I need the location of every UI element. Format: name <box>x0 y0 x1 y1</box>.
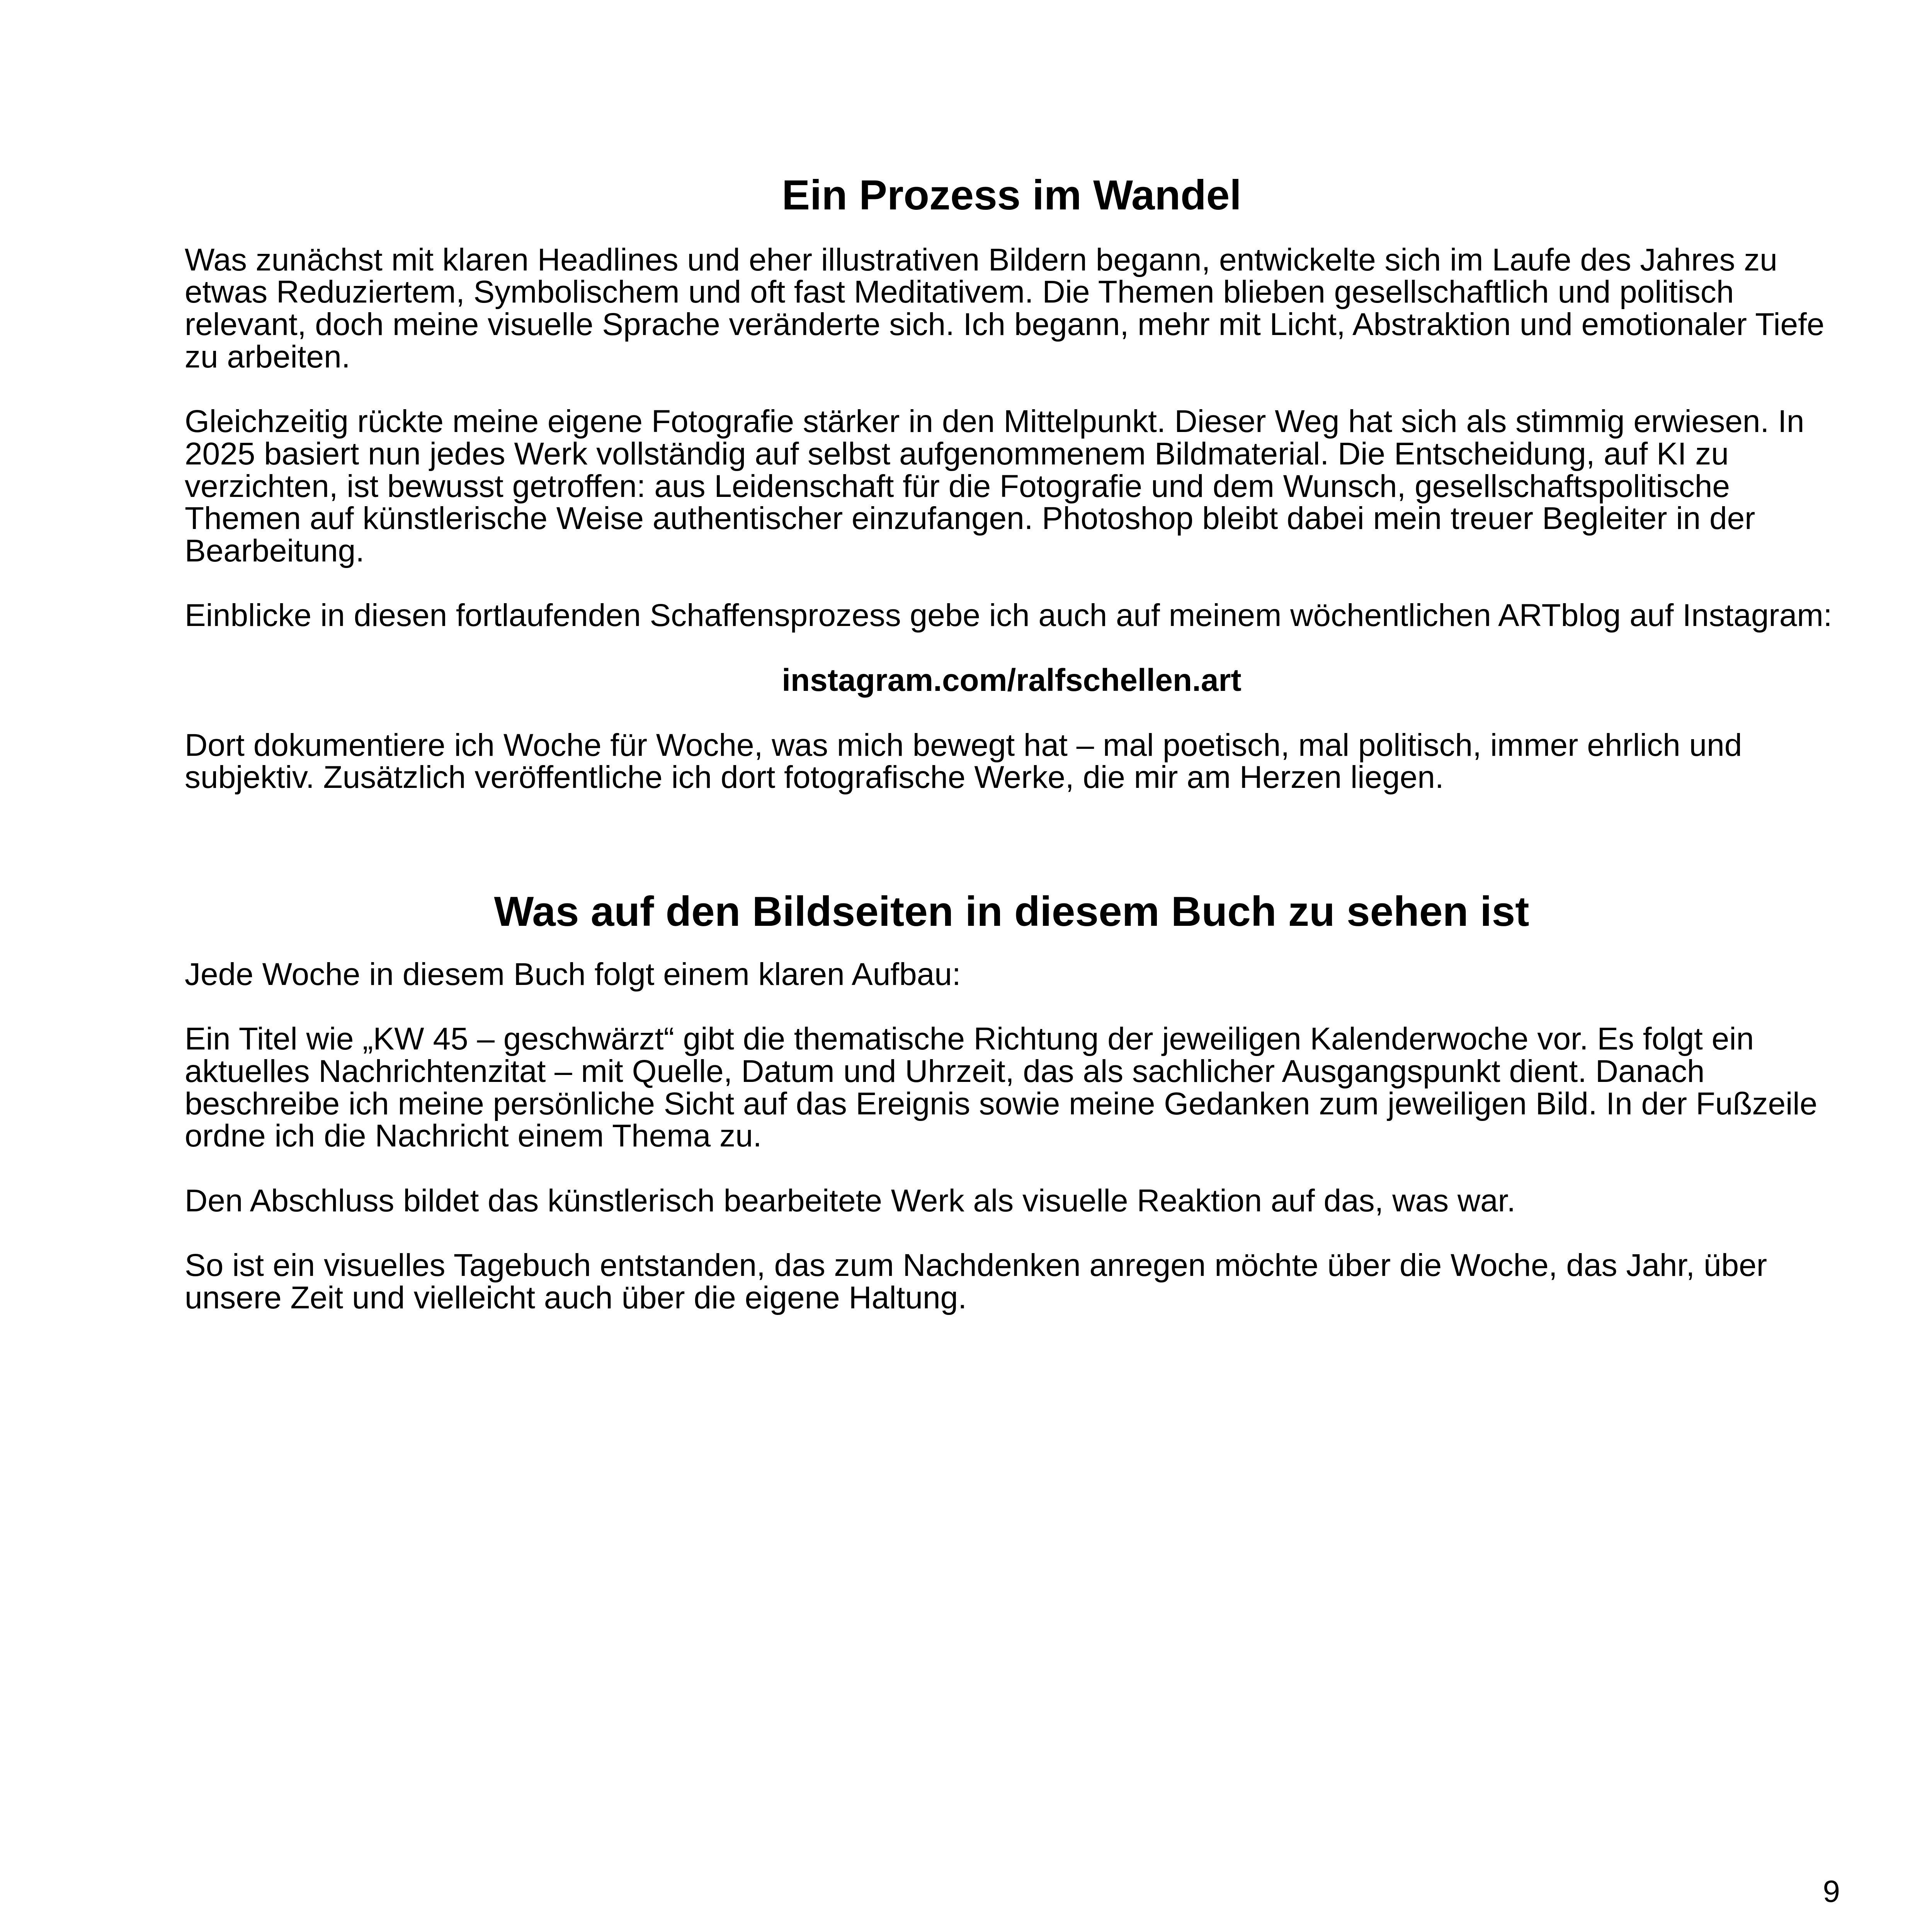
page-content <box>185 170 1838 1347</box>
section-heading-bildseiten: Was auf den Bildseiten in diesem Buch zu sehen ist <box>494 888 1529 935</box>
paragraph: Einblicke in diesen fortlaufenden Schaffensprozess gebe ich auch auf meinem wöchentlichen ARTblog auf Instagram: <box>185 598 1832 633</box>
section-heading-prozess: Ein Prozess im Wandel <box>782 172 1242 219</box>
paragraph: Was zunächst mit klaren Headlines und eher illustrativen Bildern begann, entwickelte sich im Laufe des Jahres zu etwas Reduziertem, Symbolischem und oft fast Meditativem. Die Themen blieben gesellschaftlich und politisch relevant, doch meine visuelle Sprache veränderte sich. Ich begann, mehr mit Licht, Abstraktion und emotionaler Tiefe zu arbeiten. <box>185 242 1825 374</box>
paragraph: Ein Titel wie „KW 45 – geschwärzt“ gibt die thematische Richtung der jeweiligen Kalenderwoche vor. Es folgt ein aktuelles Nachrichtenzitat – mit Quelle, Datum und Uhrzeit, das als sachlicher Ausgangspunkt dient. Danach beschreibe ich meine persönliche Sicht auf das Ereignis sowie meine Gedanken zum jeweiligen Bild. In der Fußzeile ordne ich die Nachricht einem Thema zu. <box>185 1021 1818 1154</box>
instagram-link[interactable]: instagram.com/ralfschellen.art <box>782 663 1242 698</box>
paragraph: Den Abschluss bildet das künstlerisch bearbeitete Werk als visuelle Reaktion auf das, was war. <box>185 1183 1516 1218</box>
paragraph: Dort dokumentiere ich Woche für Woche, was mich bewegt hat – mal poetisch, mal politisch, immer ehrlich und subjektiv. Zusätzlich veröffentliche ich dort fotografische Werke, die mir am Herzen liegen. <box>185 727 1742 795</box>
paragraph: Gleichzeitig rückte meine eigene Fotografie stärker in den Mittelpunkt. Dieser Weg hat sich als stimmig erwiesen. In 2025 basiert nun jedes Werk vollständig auf selbst aufgenommenem Bildmaterial. Die Entscheidung, auf KI zu verzichten, ist bewusst getroffen: aus Leidenschaft für die Fotografie und dem Wunsch, gesellschaftspolitische Themen auf künstlerische Weise authentischer einzufangen. Photoshop bleibt dabei mein treuer Begleiter in der Bearbeitung. <box>185 404 1804 568</box>
page-number: 9 <box>1823 1874 1840 1908</box>
paragraph: Jede Woche in diesem Buch folgt einem klaren Aufbau: <box>185 956 961 992</box>
paragraph: So ist ein visuelles Tagebuch entstanden, das zum Nachdenken anregen möchte über die Woche, das Jahr, über unsere Zeit und vielleicht auch über die eigene Haltung. <box>185 1248 1767 1316</box>
